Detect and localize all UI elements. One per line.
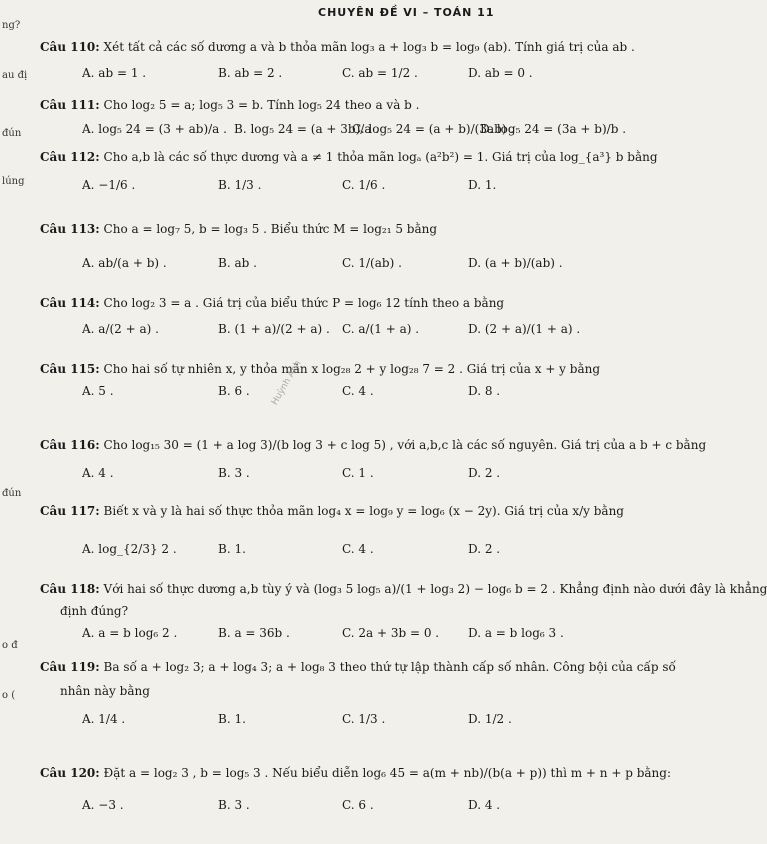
question-text-continued: nhân này bằng xyxy=(60,684,150,698)
question-119 xyxy=(40,660,676,674)
question-text: Xét tất cả các số dương a và b thỏa mãn log₃ a + log₃ b = log₉ (ab). Tính giá trị của ab . xyxy=(103,40,635,54)
edge-text: ng? xyxy=(2,20,21,31)
answer-mark: B. ab . xyxy=(218,256,257,270)
option-a[interactable]: A. a/(2 + a) . xyxy=(82,322,159,336)
option-d[interactable]: D. ab = 0 . xyxy=(468,66,533,80)
option-b[interactable]: B. 1. xyxy=(218,712,246,726)
question-number: Câu 112: xyxy=(40,150,100,164)
option-d[interactable]: D. a = b log₆ 3 . xyxy=(468,626,564,640)
option-d[interactable]: D. (2 + a)/(1 + a) . xyxy=(468,322,581,336)
question-117 xyxy=(40,504,624,518)
option-d[interactable]: D. 1/2 . xyxy=(468,712,512,726)
option-a[interactable]: A. ab = 1 . xyxy=(82,66,147,80)
option-b[interactable]: B. a = 36b . xyxy=(218,626,290,640)
option-b[interactable]: B. ab = 2 . xyxy=(218,66,283,80)
question-111 xyxy=(40,98,419,112)
question-120 xyxy=(40,766,671,780)
option-c[interactable]: C. ab = 1/2 . xyxy=(342,66,418,80)
question-text: Với hai số thực dương a,b tùy ý và (log₃ 5 log₅ a)/(1 + log₃ 2) − log₆ b = 2 . Khẳng định nào dưới đây là khẳng xyxy=(103,582,767,596)
option-b[interactable]: B. (1 + a)/(2 + a) . xyxy=(218,322,330,336)
question-number: Câu 120: xyxy=(40,766,100,780)
option-a[interactable]: A. a = b log₆ 2 . xyxy=(82,626,178,640)
option-b[interactable]: B. log₅ 24 = (a + 3b)/a . xyxy=(234,122,380,136)
option-c[interactable]: C. 6 . xyxy=(342,798,374,812)
option-d[interactable]: D. 2 . xyxy=(468,542,501,556)
question-number: Câu 111: xyxy=(40,98,100,112)
edge-text: đún xyxy=(2,488,22,499)
option-a[interactable]: A. ab/(a + b) . xyxy=(82,256,167,270)
question-text: Ba số a + log₂ 3; a + log₄ 3; a + log₈ 3 theo thứ tự lập thành cấp số nhân. Công bội của cấp số xyxy=(103,660,676,674)
question-text: Cho a = log₇ 5, b = log₃ 5 . Biểu thức M = log₂₁ 5 bằng xyxy=(103,222,438,236)
option-d[interactable]: D. 1. xyxy=(468,178,497,192)
option-c[interactable]: C. 1/3 . xyxy=(342,712,386,726)
question-number: Câu 116: xyxy=(40,438,100,452)
option-c[interactable]: C. 1/(ab) . xyxy=(342,256,402,270)
option-d[interactable]: D. log₅ 24 = (3a + b)/b . xyxy=(480,122,627,136)
option-a[interactable]: A. 4 . xyxy=(82,466,114,480)
option-b[interactable]: B. 1. xyxy=(218,542,246,556)
question-text: Cho a,b là các số thực dương và a ≠ 1 thỏa mãn logₐ (a²b²) = 1. Giá trị của log_{a³} b bằng xyxy=(103,150,658,164)
option-d[interactable]: D. 8 . xyxy=(468,384,501,398)
option-c[interactable]: C. 2a + 3b = 0 . xyxy=(342,626,440,640)
option-a[interactable]: A. 5 . xyxy=(82,384,114,398)
option-b[interactable]: B. 1/3 . xyxy=(218,178,262,192)
option-b[interactable]: B. 3 . xyxy=(218,466,250,480)
option-a[interactable]: A. log₅ 24 = (3 + ab)/a . xyxy=(82,122,227,136)
question-116 xyxy=(40,438,706,452)
option-c[interactable]: C. 1/6 . xyxy=(342,178,386,192)
question-number: Câu 115: xyxy=(40,362,100,376)
option-b[interactable]: B. 6 . xyxy=(218,384,250,398)
question-118 xyxy=(40,582,767,596)
option-d[interactable]: D. 2 . xyxy=(468,466,501,480)
question-text: Đặt a = log₂ 3 , b = log₅ 3 . Nếu biểu diễn log₆ 45 = a(m + nb)/(b(a + p)) thì m + n + p bằng: xyxy=(103,766,671,780)
option-a[interactable]: A. −3 . xyxy=(82,798,124,812)
edge-text: đún xyxy=(2,128,22,139)
edge-text: o ( xyxy=(2,690,16,701)
option-c[interactable]: C. a/(1 + a) . xyxy=(342,322,420,336)
watermark-stamp: Huỳnh Anh xyxy=(270,359,304,407)
option-d[interactable]: D. 4 . xyxy=(468,798,501,812)
edge-text: o đ xyxy=(2,640,18,651)
question-114 xyxy=(40,296,504,310)
question-text: Cho hai số tự nhiên x, y thỏa mãn x log₂₈ 2 + y log₂₈ 7 = 2 . Giá trị của x + y bằng xyxy=(103,362,601,376)
question-number: Câu 114: xyxy=(40,296,100,310)
question-number: Câu 117: xyxy=(40,504,100,518)
option-b[interactable] xyxy=(218,256,257,270)
edge-text: lúng xyxy=(2,176,25,187)
option-c[interactable]: C. 4 . xyxy=(342,542,374,556)
option-a[interactable]: A. 1/4 . xyxy=(82,712,126,726)
question-number: Câu 119: xyxy=(40,660,100,674)
question-text: Biết x và y là hai số thực thỏa mãn log₄ x = log₉ y = log₆ (x − 2y). Giá trị của x/y bằng xyxy=(103,504,624,518)
option-a[interactable]: A. −1/6 . xyxy=(82,178,136,192)
question-text: Cho log₂ 3 = a . Giá trị của biểu thức P = log₆ 12 tính theo a bằng xyxy=(103,296,505,310)
question-112 xyxy=(40,150,658,164)
question-text: Cho log₂ 5 = a; log₅ 3 = b. Tính log₅ 24 theo a và b . xyxy=(103,98,420,112)
option-c[interactable]: C. 4 . xyxy=(342,384,374,398)
question-text-continued: định đúng? xyxy=(60,604,129,618)
option-c[interactable]: C. log₅ 24 = (a + b)/(3ab) . xyxy=(352,122,515,136)
edge-text: au đị xyxy=(2,70,28,81)
question-number: Câu 110: xyxy=(40,40,100,54)
option-a[interactable]: A. log_{2/3} 2 . xyxy=(82,542,177,556)
question-text: Cho log₁₅ 30 = (1 + a log 3)/(b log 3 + c log 5) , với a,b,c là các số nguyên. Giá trị của a b + c bằng xyxy=(103,438,707,452)
question-113 xyxy=(40,222,437,236)
option-c[interactable]: C. 1 . xyxy=(342,466,374,480)
option-b[interactable]: B. 3 . xyxy=(218,798,250,812)
question-number: Câu 113: xyxy=(40,222,100,236)
question-number: Câu 118: xyxy=(40,582,100,596)
question-110 xyxy=(40,40,635,54)
question-115 xyxy=(40,362,600,376)
option-d[interactable]: D. (a + b)/(ab) . xyxy=(468,256,563,270)
page-header: CHUYÊN ĐỀ VI – TOÁN 11 xyxy=(318,6,495,19)
